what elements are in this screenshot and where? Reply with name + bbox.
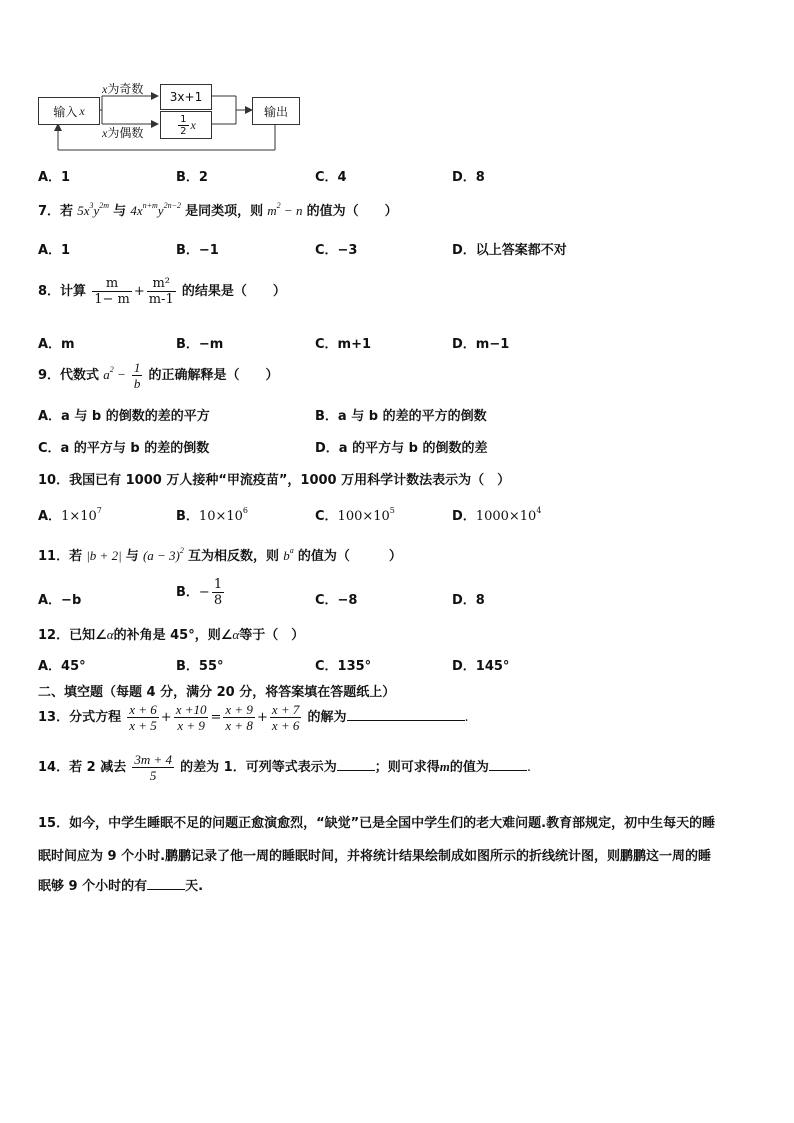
q11-option-c: C．−8 (315, 593, 358, 608)
q10-option-a-value: 1×10 (61, 509, 97, 524)
flowchart-even-var: x (190, 117, 196, 132)
q12-option-d: D．145° (452, 659, 510, 674)
q10-option-c-value: 100×10 (337, 509, 390, 524)
q10-stem: 10．我国已有 1000 万人接种“甲流疫苗”，1000 万用科学计数法表示为（ ） (38, 473, 511, 488)
q8-tail: 的结果是（ ） (181, 284, 286, 299)
q8-frac2-den: m-1 (148, 292, 174, 307)
q14-frac-den: 5 (149, 768, 157, 783)
q11-option-b-den: 8 (213, 593, 223, 608)
q11-option-b-frac (212, 577, 224, 608)
q14-mid2: ；则可求得 (374, 760, 440, 775)
q12-option-b: B．55° (176, 659, 224, 674)
flowchart-even-box (160, 111, 212, 139)
q8-stem: 8．计算 $\frac{m}{1- m}$ + $\frac{\text{m²}}{m-1}$ 的结果是（ ） (38, 276, 286, 307)
q13-number: 13．分式方程 (38, 710, 122, 725)
flowchart-odd-box (160, 84, 212, 110)
q10-option-b-value: 10×10 (198, 509, 243, 524)
q11-square-expr: $(a - 3)^2$ (142, 546, 184, 563)
q14-var: m (439, 759, 450, 774)
q10-option-a-exp: 7 (96, 506, 102, 515)
q15-line-3b: 天. (185, 879, 204, 894)
flowchart-input-label: 输入 (53, 104, 78, 119)
q13-frac-3-num: x + 9 (225, 702, 253, 717)
q9-option-d: D．a 的平方与 b 的倒数的差 (315, 441, 488, 456)
flowchart-output-box (252, 97, 300, 125)
q12-text-a: 12．已知∠ (38, 628, 107, 643)
q8-number: 8．计算 (38, 284, 87, 299)
q9-frac: $\frac{1}{b}$ (133, 360, 141, 391)
q15-line-2: 眠时间应为 9 个小时.鹏鹏记录了他一周的睡眠时间，并将统计结果绘制成如图所示的折线统计图，则鹏鹏这一周的睡 (38, 849, 712, 864)
flowchart-odd-var: x (102, 82, 108, 96)
q13-answer-blank[interactable] (347, 708, 465, 721)
flowchart-input-var: x (79, 103, 85, 118)
q13-frac-2-num: x +10 (175, 702, 207, 717)
q9-number: 9．代数式 (38, 368, 100, 383)
flowchart-even-label (102, 124, 143, 141)
q9-option-c: C．a 的平方与 b 的差的倒数 (38, 441, 210, 456)
q11-number: 11．若 (38, 549, 83, 564)
section-fill-in-title: 二、填空题（每题 4 分，满分 20 分，将答案填在答题纸上） (38, 685, 396, 700)
q7-number: 7．若 (38, 204, 74, 219)
q11-option-b-num: 1 (213, 577, 223, 592)
q7-option-d: D．以上答案都不对 (452, 243, 567, 258)
flowchart-odd-text: 为奇数 (107, 82, 144, 96)
q11-option-b (176, 577, 226, 608)
q8-frac2 (147, 276, 176, 307)
q13-stem: 13．分式方程 $\frac{x + 6}{x + 5}$ + $\frac{x +10}{x + 9}$ = $\frac{x + 9}{x + 8}$ + $\frac{x + 7}{x + 6}$ 的解为 . (38, 702, 469, 733)
q9-option-b: B．a 与 b 的差的平方的倒数 (315, 409, 487, 424)
q11-tail: 的值为（ ） (297, 549, 402, 564)
q13-frac-1-den: x + 5 (129, 718, 157, 733)
q6-option-c: C．4 (315, 170, 347, 185)
q12-alpha-1: α (106, 627, 114, 642)
q11-stem (38, 545, 402, 564)
q14-tail: 的值为 (449, 760, 489, 775)
q8-option-d: D．m−1 (452, 337, 510, 352)
q15-line-3 (38, 875, 203, 894)
flowchart-even-text: 为偶数 (107, 126, 144, 140)
q8-option-b: B．−m (176, 337, 224, 352)
flowchart-odd-expr: 3x+1 (169, 90, 203, 104)
q7-mid: 与 (113, 204, 127, 219)
q7-option-b: B．−1 (176, 243, 219, 258)
q7-term2: $4x^{n+m}y^{2n-2}$ (130, 201, 181, 218)
q8-frac1-den: 1− m (94, 292, 130, 307)
q14-stem: 14．若 2 减去 $\frac{3m + 4}{5}$ 的差为 1．可列等式表示为 ；则可求得m的值为 . (38, 752, 532, 783)
flowchart-even-var-label: x (102, 126, 108, 140)
q11-option-b-letter: B． (176, 585, 199, 600)
q6-option-d: D．8 (452, 170, 485, 185)
q13-frac-4-den: x + 6 (271, 718, 300, 733)
q10-option-c (315, 505, 395, 524)
q7-tail: 的值为（ ） (306, 204, 398, 219)
q13-frac-2 (174, 702, 209, 733)
q10-option-a (38, 505, 102, 524)
q8-frac1-num: m (92, 276, 132, 292)
q8-option-a: A．m (38, 337, 75, 352)
q14-mid: 的差为 1．可列等式表示为 (180, 760, 337, 775)
q15-line-3a: 眠够 9 个小时的有 (38, 879, 148, 894)
q11-mid: 与 (125, 549, 139, 564)
q7-expr: $m^2 - n$ (267, 201, 303, 218)
q12-text-b: 的补角是 45°，则∠ (113, 628, 233, 643)
q14-equation-blank[interactable] (337, 758, 375, 771)
q9-expr: $a^2$ − (103, 365, 126, 382)
q7-option-a: A．1 (38, 243, 71, 258)
q13-frac-4 (270, 702, 302, 733)
flowchart-output-label: 输出 (263, 104, 288, 119)
q9-tail: 的正确解释是（ ） (148, 368, 279, 383)
q10-option-d-value: 1000×10 (475, 509, 537, 524)
q10-option-d (452, 505, 541, 524)
q14-value-blank[interactable] (489, 758, 527, 771)
q11-option-a: A．−b (38, 593, 82, 608)
q7-after: 是同类项，则 (185, 204, 264, 219)
q10-option-b-letter: B． (176, 509, 199, 524)
q12-alpha-2: α (232, 627, 240, 642)
flowchart-even-frac-den: 2 (180, 125, 187, 137)
q10-option-b (176, 505, 248, 524)
q12-text-c: 等于（ ） (239, 628, 305, 643)
q11-option-b-sign: − (198, 585, 210, 600)
q12-option-a: A．45° (38, 659, 86, 674)
flowchart-even-frac (178, 114, 188, 137)
q10-option-c-exp: 5 (389, 506, 395, 515)
q6-option-b: B．2 (176, 170, 208, 185)
q8-frac2-num: m² (147, 276, 176, 292)
q10-option-d-exp: 4 (536, 506, 542, 515)
q14-number: 14．若 2 减去 (38, 760, 127, 775)
q10-option-c-letter: C． (315, 509, 338, 524)
q6-option-a: A．1 (38, 170, 71, 185)
q13-frac-3 (223, 702, 255, 733)
q12-stem (38, 624, 304, 643)
q7-term1: $5x^3y^{2m}$ (77, 201, 110, 218)
q15-answer-blank[interactable] (147, 877, 185, 890)
q13-frac-4-num: x + 7 (271, 702, 300, 717)
q15-line-1: 15．如今，中学生睡眠不足的问题正愈演愈烈，“缺觉”已是全国中学生们的老大难问题.教育部规定，初中生每天的睡 (38, 816, 716, 831)
q7-stem (38, 200, 398, 219)
flowchart-odd-label (102, 80, 143, 97)
q14-frac-num: 3m + 4 (134, 752, 173, 767)
q13-frac-1-num: x + 6 (129, 702, 157, 717)
q7-option-c: C．−3 (315, 243, 358, 258)
q13-tail: 的解为 (307, 710, 347, 725)
q11-option-d: D．8 (452, 593, 485, 608)
q14-frac (132, 752, 174, 783)
q8-option-c: C．m+1 (315, 337, 372, 352)
q9-stem (38, 360, 279, 391)
q13-frac-1 (127, 702, 159, 733)
q8-frac1 (92, 276, 132, 307)
q10-option-d-letter: D． (452, 509, 476, 524)
flowchart-input-box (38, 97, 100, 125)
q10-option-b-exp: 6 (242, 506, 248, 515)
q12-option-c: C．135° (315, 659, 372, 674)
q13-frac-3-den: x + 8 (225, 718, 253, 733)
q9-option-a: A．a 与 b 的倒数的差的平方 (38, 409, 210, 424)
q11-after: 互为相反数，则 (188, 549, 280, 564)
flowchart-even-frac-num: 1 (180, 113, 187, 125)
q13-frac-2-den: x + 9 (177, 718, 205, 733)
q11-power-expr: $b^a$ (283, 546, 294, 563)
q11-abs-expr: |b + 2| (86, 548, 122, 563)
q10-option-a-letter: A． (38, 509, 62, 524)
